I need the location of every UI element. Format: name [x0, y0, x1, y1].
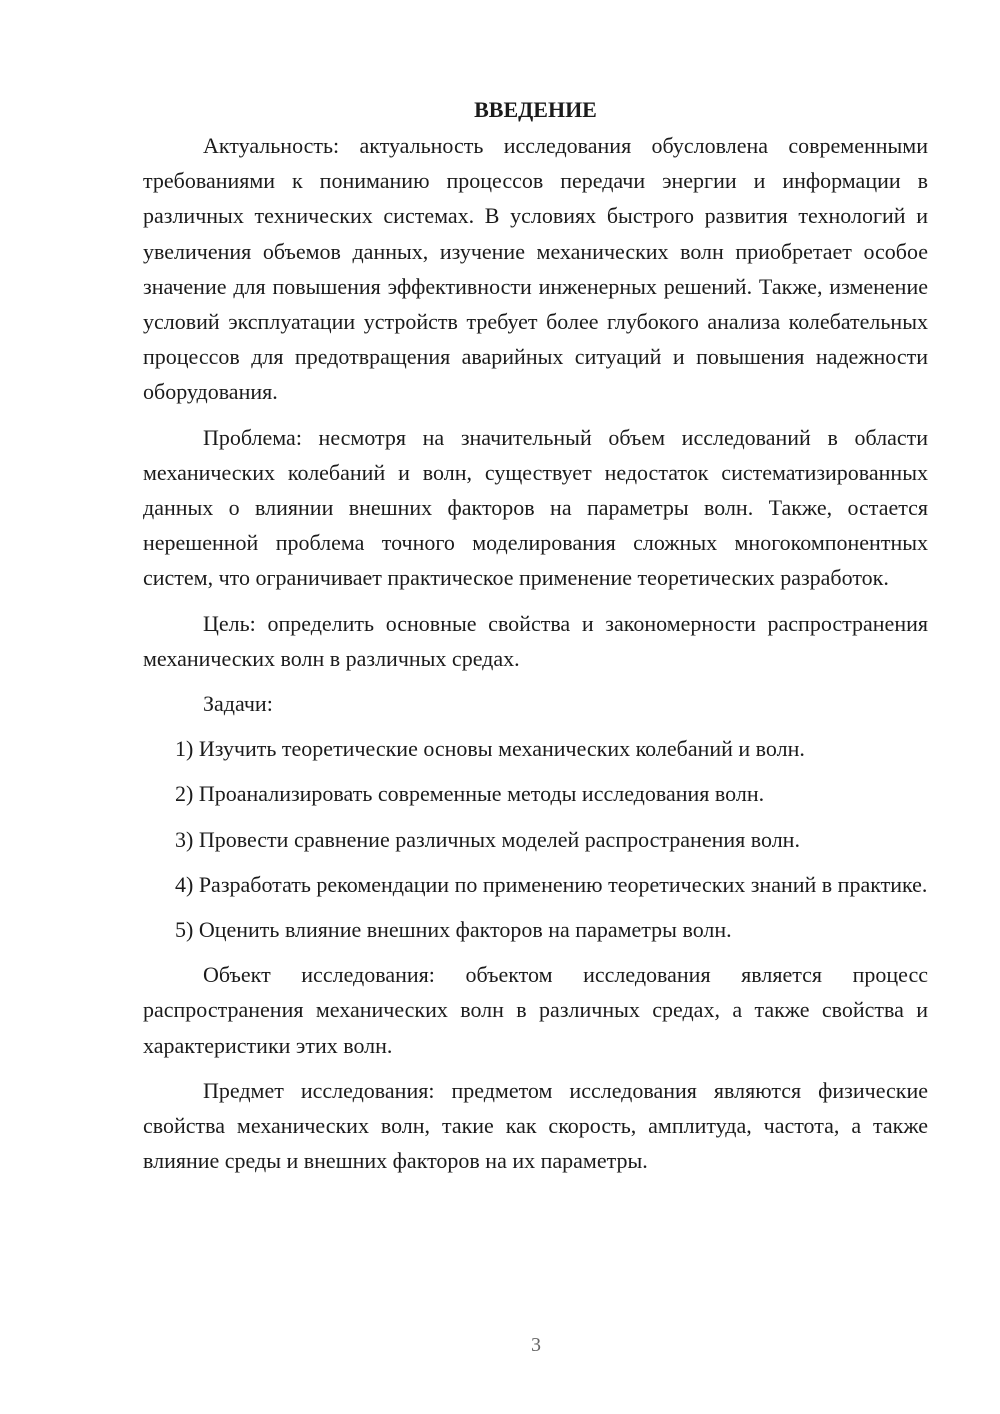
task-item-4: 4) Разработать рекомендации по применению теоретических знаний в практике. [175, 871, 928, 897]
section-title: ВВЕДЕНИЕ [474, 97, 597, 122]
task-item-3: 3) Провести сравнение различных моделей распространения волн. [175, 826, 800, 852]
paragraph-relevance: Актуальность: актуальность исследования обусловлена современными требованиями к пониманию процессов передачи энергии и информации в различных технических системах. В условиях быстрого развития технологий и увеличения объемов данных, изучение механических волн приобретает особое значение для повышения эффективности инженерных решений. Также, изменение условий эксплуатации устройств требует более глубокого анализа колебательных процессов для предотвращения аварийных ситуаций и повышения надежности оборудования. [143, 133, 928, 405]
page-number: 3 [531, 1334, 541, 1356]
paragraph-problem: Проблема: несмотря на значительный объем исследований в области механических колебаний и волн, существует недостаток систематизированных данных о влиянии внешних факторов на параметры волн. Также, остается нерешенной проблема точного моделирования сложных многокомпонентных систем, что ограничивает практическое применение теоретических разработок. [143, 424, 928, 591]
page-content [143, 94, 928, 1178]
paragraph-tasks-heading: Задачи: [203, 691, 273, 717]
paragraph-object: Объект исследования: объектом исследования является процесс распространения механических волн в различных средах, а также свойства и характеристики этих волн. [143, 962, 928, 1058]
task-item-1: 1) Изучить теоретические основы механических колебаний и волн. [175, 736, 805, 762]
paragraph-goal: Цель: определить основные свойства и закономерности распространения механических волн в различных средах. [143, 610, 928, 671]
paragraph-subject: Предмет исследования: предметом исследования являются физические свойства механических волн, такие как скорость, амплитуда, частота, а также влияние среды и внешних факторов на их параметры. [143, 1077, 928, 1174]
task-item-2: 2) Проанализировать современные методы исследования волн. [175, 781, 765, 807]
task-item-5: 5) Оценить влияние внешних факторов на параметры волн. [175, 917, 732, 943]
